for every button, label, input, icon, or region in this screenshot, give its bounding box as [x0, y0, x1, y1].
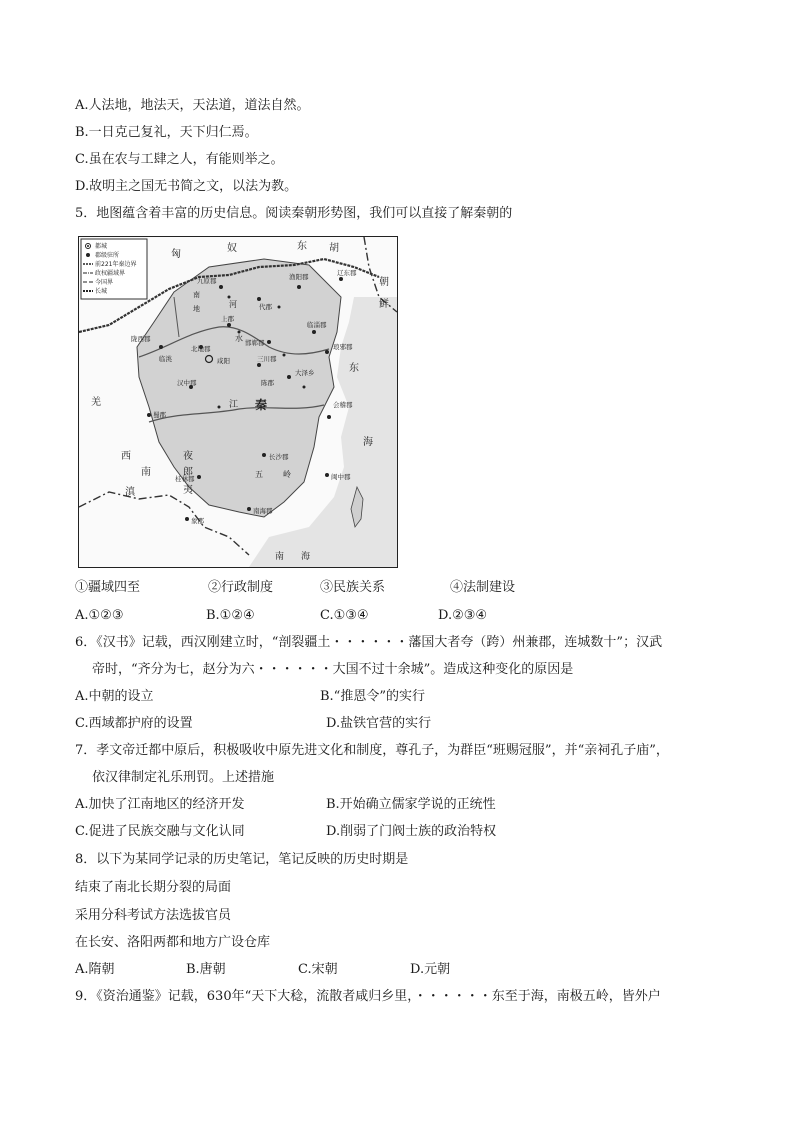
q6-option-b: B.“推恩令”的实行 — [320, 689, 425, 704]
label-yelang-2: 郎 — [183, 467, 193, 478]
q6-stem-line2: 帝时，“齐分为七，赵分为六・・・・・・大国不过十余城”。造成这种变化的原因是 — [92, 662, 574, 677]
label-sea-1: 东 — [349, 363, 359, 374]
label-sea-2: 海 — [363, 437, 373, 448]
label-dazexiang: 大泽乡 — [295, 369, 315, 377]
label-beidi: 北地郡 — [191, 345, 211, 353]
q5-stem: 5．地图蕴含着丰富的历史信息。阅读秦朝形势图，我们可以直接了解秦朝的 — [75, 206, 513, 221]
q5-choice-3: ③民族关系 — [320, 580, 386, 595]
map-svg — [79, 237, 397, 567]
label-linzi: 临淄郡 — [307, 321, 327, 329]
q4-option-a: A.人法地，地法天，天法道，道法自然。 — [75, 98, 310, 113]
legend-great-wall: 长城 — [95, 288, 108, 295]
q5-option-b: B.①②④ — [206, 608, 255, 623]
q4-option-b: B.一日克己复礼，天下归仁焉。 — [75, 125, 258, 140]
q4-option-d: D.故明主之国无书简之文，以法为教。 — [75, 179, 298, 194]
label-nanhai: 南海郡 — [253, 507, 273, 515]
q7-stem-line1: 7．孝文帝迁都中原后，积极吸收中原先进文化和制度，尊孔子，为群臣“班赐冠服”，并“亲祠孔子庙”， — [75, 743, 669, 758]
label-jiuyuan: 九原郡 — [197, 277, 217, 285]
label-guilin: 桂林郡 — [175, 475, 195, 483]
label-donghu-1: 东 — [297, 241, 307, 252]
q4-option-c: C.虽在农与工肆之人，有能则举之。 — [75, 152, 284, 167]
label-langya: 琅邪郡 — [333, 343, 353, 351]
label-hanzhong: 汉中郡 — [177, 379, 197, 387]
label-qiang: 羌 — [91, 397, 101, 408]
q9-stem: 9．《资治通鉴》记载，630年“天下大稔，流散者咸归乡里，・・・・・・东至于海，南极五岭，皆外户 — [75, 989, 661, 1004]
q6-stem-line1: 6．《汉书》记载，西汉刚建立时，“剖裂疆土・・・・・・藩国大者夸（跨）州兼郡，连城数十”；汉武 — [75, 635, 663, 650]
label-dian: 滇 — [125, 487, 135, 498]
label-lintao: 临洮 — [159, 355, 172, 363]
q5-option-c: C.①③④ — [320, 608, 369, 623]
label-minzhong: 闽中郡 — [331, 473, 351, 481]
q8-option-c: C.宋朝 — [298, 962, 338, 977]
q5-option-a: A.①②③ — [75, 608, 124, 623]
q7-option-a: A.加快了江南地区的经济开发 — [75, 797, 245, 812]
q5-option-d: D.②③④ — [438, 608, 488, 623]
label-hetao-2: 地 — [193, 305, 200, 313]
label-changsha: 长沙郡 — [269, 453, 289, 461]
q6-option-c: C.西域都护府的设置 — [75, 716, 193, 731]
label-river-shui: 水 — [235, 334, 243, 343]
label-liaodong: 辽东郡 — [337, 269, 357, 277]
q7-option-c: C.促进了民族交融与文化认同 — [75, 824, 245, 839]
label-wuling-1: 五 — [255, 470, 263, 479]
label-donghu-2: 胡 — [329, 243, 339, 254]
q8-stem: 8．以下为某同学记录的历史笔记，笔记反映的历史时期是 — [75, 852, 409, 867]
label-xiongnu-1: 匈 — [171, 249, 181, 260]
q8-note-2: 采用分科考试方法选拔官员 — [75, 908, 232, 923]
label-wuling-2: 岭 — [283, 470, 291, 479]
label-xiangjun: 象郡 — [191, 517, 204, 525]
label-xinan-2: 南 — [141, 467, 151, 478]
label-south-sea-2: 海 — [301, 552, 311, 562]
label-shujun: 蜀郡 — [153, 411, 166, 419]
legend-capital: 都城 — [95, 243, 108, 250]
label-hetao-1: 南 — [193, 291, 200, 299]
q6-option-d: D.盐铁官营的实行 — [326, 716, 432, 731]
legend-commandery: 郡级驻所 — [95, 252, 120, 259]
label-yuyang: 渔阳郡 — [289, 273, 309, 281]
label-sanchuan: 三川郡 — [257, 355, 277, 363]
legend-border-221: 前221年秦边界 — [95, 261, 137, 268]
label-chaoxian-2: 鲜 — [379, 299, 389, 310]
label-shangjun: 上郡 — [221, 315, 234, 323]
label-river-he: 河 — [229, 300, 237, 309]
legend-modern-border: 今国界 — [95, 279, 114, 286]
q5-choice-1: ①疆域四至 — [75, 580, 141, 595]
q8-option-a: A.隋朝 — [75, 962, 115, 977]
label-yi: 夷 — [183, 485, 193, 496]
q8-note-3: 在长安、洛阳两都和地方广设仓库 — [75, 935, 271, 950]
legend-commandery-symbol — [86, 253, 90, 257]
q5-choice-4: ④法制建设 — [450, 580, 516, 595]
label-xiongnu-2: 奴 — [227, 243, 237, 254]
label-river-jiang: 江 — [229, 400, 239, 410]
q8-note-1: 结束了南北长期分裂的局面 — [75, 880, 232, 895]
label-xinan-1: 西 — [121, 451, 131, 462]
label-daijun: 代郡 — [259, 303, 272, 311]
label-qin: 秦 — [255, 398, 268, 412]
legend-regime-border: 政权疆域界 — [95, 270, 126, 277]
q8-option-b: B.唐朝 — [186, 962, 226, 977]
label-south-sea-1: 南 — [275, 552, 285, 562]
label-chenjun: 陈郡 — [261, 379, 274, 387]
qin-dynasty-map — [78, 236, 398, 568]
label-longxi: 陇西郡 — [131, 335, 151, 343]
q5-choice-2: ②行政制度 — [208, 580, 274, 595]
qin-territory — [137, 259, 341, 517]
q8-option-d: D.元朝 — [410, 962, 451, 977]
q7-option-b: B.开始确立儒家学说的正统性 — [326, 797, 496, 812]
q7-option-d: D.削弱了门阀士族的政治特权 — [326, 824, 497, 839]
label-handan: 邯郸郡 — [245, 339, 265, 347]
q6-option-a: A.中朝的设立 — [75, 689, 154, 704]
label-xianyang: 咸阳 — [217, 357, 230, 365]
label-kuaiji: 会稽郡 — [333, 401, 353, 409]
label-yelang-1: 夜 — [183, 451, 193, 462]
label-chaoxian-1: 朝 — [379, 277, 389, 288]
q7-stem-line2: 依汉律制定礼乐刑罚。上述措施 — [92, 770, 275, 785]
